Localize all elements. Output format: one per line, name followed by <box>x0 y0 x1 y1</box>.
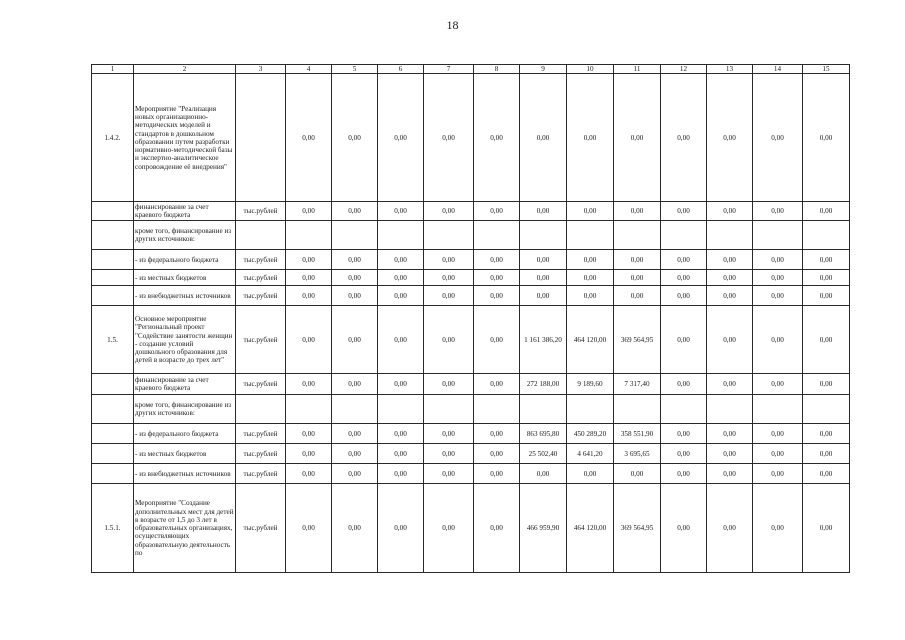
value-cell <box>378 221 424 250</box>
value-cell: 0,00 <box>378 202 424 221</box>
value-cell: 0,00 <box>753 250 803 270</box>
value-cell: 369 564,95 <box>614 306 661 374</box>
value-cell: 0,00 <box>286 270 332 286</box>
value-cell: 0,00 <box>661 484 707 573</box>
value-cell: 0,00 <box>661 464 707 484</box>
table-row <box>92 444 850 464</box>
value-cell: 0,00 <box>753 484 803 573</box>
value-cell: 0,00 <box>424 306 474 374</box>
unit-cell: тыс.рублей <box>236 286 286 306</box>
value-cell: 0,00 <box>332 270 378 286</box>
column-header: 13 <box>707 65 753 74</box>
value-cell: 0,00 <box>753 464 803 484</box>
value-cell: 0,00 <box>614 286 661 306</box>
item-description: - из местных бюджетов <box>134 444 236 464</box>
item-description: - из местных бюджетов <box>134 270 236 286</box>
value-cell: 0,00 <box>520 74 567 202</box>
value-cell: 450 289,20 <box>567 424 614 444</box>
value-cell: 7 317,40 <box>614 374 661 395</box>
value-cell: 0,00 <box>803 424 850 444</box>
value-cell: 0,00 <box>332 444 378 464</box>
table-row <box>92 484 850 573</box>
header-row <box>92 65 850 74</box>
item-description: Мероприятие "Создание дополнительных мест для детей в возрасте от 1,5 до 3 лет в образовательных организациях, осуществляющих образовательную деятельность по <box>134 484 236 573</box>
value-cell: 863 695,80 <box>520 424 567 444</box>
item-description: Мероприятие "Реализация новых организационно-методических моделей и стандартов в дошкольном образовании путем разработки нормативно-методической базы и экспертно-аналитическое сопровождение её внедрения" <box>134 74 236 202</box>
column-header: 8 <box>474 65 520 74</box>
column-header: 9 <box>520 65 567 74</box>
value-cell: 0,00 <box>567 74 614 202</box>
value-cell: 0,00 <box>520 464 567 484</box>
value-cell: 0,00 <box>474 250 520 270</box>
value-cell: 0,00 <box>707 270 753 286</box>
value-cell: 4 641,20 <box>567 444 614 464</box>
item-number <box>92 395 134 424</box>
value-cell: 0,00 <box>803 306 850 374</box>
value-cell: 3 695,65 <box>614 444 661 464</box>
value-cell <box>424 395 474 424</box>
value-cell: 0,00 <box>707 464 753 484</box>
value-cell: 0,00 <box>753 306 803 374</box>
item-number: 1.5.1. <box>92 484 134 573</box>
item-description: - из федерального бюджета <box>134 250 236 270</box>
item-number <box>92 444 134 464</box>
value-cell: 272 188,00 <box>520 374 567 395</box>
value-cell: 0,00 <box>332 484 378 573</box>
value-cell <box>332 221 378 250</box>
value-cell <box>474 395 520 424</box>
value-cell <box>474 221 520 250</box>
item-number <box>92 221 134 250</box>
value-cell: 0,00 <box>286 286 332 306</box>
item-number: 1.5. <box>92 306 134 374</box>
value-cell: 0,00 <box>474 202 520 221</box>
value-cell: 0,00 <box>286 464 332 484</box>
value-cell <box>661 221 707 250</box>
value-cell: 0,00 <box>332 286 378 306</box>
value-cell: 0,00 <box>332 306 378 374</box>
value-cell: 0,00 <box>661 286 707 306</box>
value-cell: 369 564,95 <box>614 484 661 573</box>
column-header: 11 <box>614 65 661 74</box>
value-cell: 0,00 <box>286 374 332 395</box>
value-cell: 0,00 <box>474 270 520 286</box>
value-cell: 0,00 <box>803 74 850 202</box>
item-number <box>92 270 134 286</box>
table-row <box>92 202 850 221</box>
value-cell: 0,00 <box>424 202 474 221</box>
value-cell <box>286 395 332 424</box>
item-description: - из внебюджетных источников <box>134 464 236 484</box>
value-cell: 0,00 <box>424 374 474 395</box>
value-cell: 0,00 <box>661 74 707 202</box>
page-number: 18 <box>446 18 459 32</box>
value-cell: 0,00 <box>424 250 474 270</box>
value-cell: 0,00 <box>520 286 567 306</box>
item-number <box>92 464 134 484</box>
value-cell <box>332 395 378 424</box>
value-cell: 0,00 <box>707 250 753 270</box>
value-cell: 0,00 <box>707 444 753 464</box>
value-cell: 0,00 <box>286 444 332 464</box>
value-cell: 0,00 <box>753 286 803 306</box>
item-number <box>92 424 134 444</box>
value-cell: 358 551,90 <box>614 424 661 444</box>
item-number <box>92 286 134 306</box>
column-header: 5 <box>332 65 378 74</box>
value-cell: 0,00 <box>614 464 661 484</box>
value-cell: 0,00 <box>614 74 661 202</box>
item-number: 1.4.2. <box>92 74 134 202</box>
value-cell <box>520 395 567 424</box>
table-row <box>92 464 850 484</box>
value-cell: 0,00 <box>567 464 614 484</box>
value-cell: 0,00 <box>378 286 424 306</box>
value-cell: 0,00 <box>753 270 803 286</box>
value-cell <box>286 221 332 250</box>
value-cell: 0,00 <box>424 464 474 484</box>
value-cell <box>520 221 567 250</box>
value-cell: 0,00 <box>614 250 661 270</box>
value-cell: 0,00 <box>474 306 520 374</box>
value-cell: 0,00 <box>707 306 753 374</box>
value-cell: 0,00 <box>424 484 474 573</box>
value-cell: 0,00 <box>803 250 850 270</box>
value-cell: 1 161 386,20 <box>520 306 567 374</box>
value-cell: 0,00 <box>520 202 567 221</box>
value-cell: 0,00 <box>614 202 661 221</box>
table-row <box>92 424 850 444</box>
value-cell <box>378 395 424 424</box>
unit-cell <box>236 395 286 424</box>
budget-table <box>91 64 850 573</box>
unit-cell: тыс.рублей <box>236 202 286 221</box>
column-header: 2 <box>134 65 236 74</box>
value-cell: 0,00 <box>753 444 803 464</box>
value-cell <box>567 395 614 424</box>
value-cell: 0,00 <box>707 484 753 573</box>
value-cell: 0,00 <box>520 250 567 270</box>
value-cell: 0,00 <box>803 444 850 464</box>
table-row <box>92 395 850 424</box>
item-description: финансирование за счет краевого бюджета <box>134 202 236 221</box>
value-cell: 0,00 <box>753 374 803 395</box>
column-header: 1 <box>92 65 134 74</box>
column-header: 10 <box>567 65 614 74</box>
item-number <box>92 202 134 221</box>
value-cell: 0,00 <box>661 250 707 270</box>
value-cell: 0,00 <box>753 424 803 444</box>
value-cell: 0,00 <box>661 306 707 374</box>
value-cell: 0,00 <box>707 374 753 395</box>
unit-cell: тыс.рублей <box>236 250 286 270</box>
value-cell: 0,00 <box>286 306 332 374</box>
unit-cell: тыс.рублей <box>236 484 286 573</box>
column-header: 4 <box>286 65 332 74</box>
value-cell <box>614 221 661 250</box>
value-cell: 0,00 <box>474 374 520 395</box>
value-cell: 0,00 <box>286 424 332 444</box>
item-description: - из федерального бюджета <box>134 424 236 444</box>
column-header: 15 <box>803 65 850 74</box>
value-cell: 0,00 <box>378 424 424 444</box>
value-cell: 0,00 <box>803 464 850 484</box>
value-cell: 0,00 <box>474 444 520 464</box>
value-cell <box>753 395 803 424</box>
item-description: финансирование за счет краевого бюджета <box>134 374 236 395</box>
unit-cell: тыс.рублей <box>236 444 286 464</box>
table-row <box>92 306 850 374</box>
item-description: кроме того, финансирование из других источников: <box>134 221 236 250</box>
value-cell: 0,00 <box>567 202 614 221</box>
item-description: Основное мероприятие "Региональный проект "Содействие занятости женщин - создание условий дошкольного образования для детей в возрасте до трех лет" <box>134 306 236 374</box>
value-cell: 466 959,90 <box>520 484 567 573</box>
value-cell: 0,00 <box>378 270 424 286</box>
table-row <box>92 74 850 202</box>
value-cell: 0,00 <box>661 202 707 221</box>
value-cell: 464 120,00 <box>567 484 614 573</box>
item-description: кроме того, финансирование из других источников: <box>134 395 236 424</box>
unit-cell: тыс.рублей <box>236 424 286 444</box>
value-cell: 0,00 <box>424 270 474 286</box>
value-cell: 0,00 <box>474 484 520 573</box>
value-cell: 0,00 <box>378 74 424 202</box>
value-cell: 0,00 <box>332 74 378 202</box>
item-number <box>92 250 134 270</box>
value-cell: 0,00 <box>707 202 753 221</box>
value-cell: 0,00 <box>424 286 474 306</box>
table-row <box>92 374 850 395</box>
unit-cell: тыс.рублей <box>236 464 286 484</box>
value-cell <box>567 221 614 250</box>
column-header: 14 <box>753 65 803 74</box>
value-cell: 0,00 <box>567 286 614 306</box>
value-cell <box>614 395 661 424</box>
value-cell: 0,00 <box>661 424 707 444</box>
value-cell <box>424 221 474 250</box>
value-cell: 0,00 <box>803 374 850 395</box>
value-cell: 0,00 <box>286 74 332 202</box>
value-cell: 0,00 <box>378 444 424 464</box>
value-cell: 0,00 <box>286 250 332 270</box>
value-cell: 0,00 <box>661 444 707 464</box>
table-row <box>92 221 850 250</box>
value-cell <box>707 395 753 424</box>
item-description: - из внебюджетных источников <box>134 286 236 306</box>
value-cell: 0,00 <box>474 464 520 484</box>
value-cell: 9 189,60 <box>567 374 614 395</box>
value-cell <box>803 221 850 250</box>
value-cell <box>707 221 753 250</box>
value-cell: 0,00 <box>707 286 753 306</box>
value-cell: 0,00 <box>753 202 803 221</box>
column-header: 7 <box>424 65 474 74</box>
value-cell: 0,00 <box>803 270 850 286</box>
value-cell: 0,00 <box>803 484 850 573</box>
value-cell: 0,00 <box>707 74 753 202</box>
item-number <box>92 374 134 395</box>
value-cell: 0,00 <box>286 484 332 573</box>
unit-cell: тыс.рублей <box>236 306 286 374</box>
value-cell: 0,00 <box>614 270 661 286</box>
value-cell: 0,00 <box>378 306 424 374</box>
column-header: 12 <box>661 65 707 74</box>
value-cell: 0,00 <box>424 74 474 202</box>
column-header: 6 <box>378 65 424 74</box>
unit-cell: тыс.рублей <box>236 270 286 286</box>
value-cell: 0,00 <box>332 464 378 484</box>
value-cell: 0,00 <box>332 202 378 221</box>
value-cell: 0,00 <box>707 424 753 444</box>
value-cell: 0,00 <box>378 484 424 573</box>
table-row <box>92 250 850 270</box>
value-cell: 0,00 <box>424 424 474 444</box>
value-cell <box>803 395 850 424</box>
unit-cell <box>236 74 286 202</box>
column-header: 3 <box>236 65 286 74</box>
value-cell: 0,00 <box>520 270 567 286</box>
value-cell: 0,00 <box>424 444 474 464</box>
value-cell: 25 502,40 <box>520 444 567 464</box>
value-cell: 0,00 <box>753 74 803 202</box>
value-cell: 0,00 <box>332 374 378 395</box>
value-cell: 0,00 <box>332 250 378 270</box>
value-cell: 0,00 <box>378 250 424 270</box>
value-cell: 0,00 <box>567 250 614 270</box>
value-cell: 0,00 <box>474 424 520 444</box>
value-cell: 0,00 <box>661 270 707 286</box>
value-cell <box>661 395 707 424</box>
value-cell: 0,00 <box>803 202 850 221</box>
table-row <box>92 270 850 286</box>
value-cell: 0,00 <box>286 202 332 221</box>
value-cell: 0,00 <box>378 374 424 395</box>
value-cell: 0,00 <box>661 374 707 395</box>
value-cell: 0,00 <box>474 286 520 306</box>
unit-cell: тыс.рублей <box>236 374 286 395</box>
value-cell: 0,00 <box>332 424 378 444</box>
table-row <box>92 286 850 306</box>
value-cell: 0,00 <box>803 286 850 306</box>
value-cell <box>753 221 803 250</box>
value-cell: 0,00 <box>378 464 424 484</box>
value-cell: 0,00 <box>474 74 520 202</box>
unit-cell <box>236 221 286 250</box>
value-cell: 0,00 <box>567 270 614 286</box>
value-cell: 464 120,00 <box>567 306 614 374</box>
